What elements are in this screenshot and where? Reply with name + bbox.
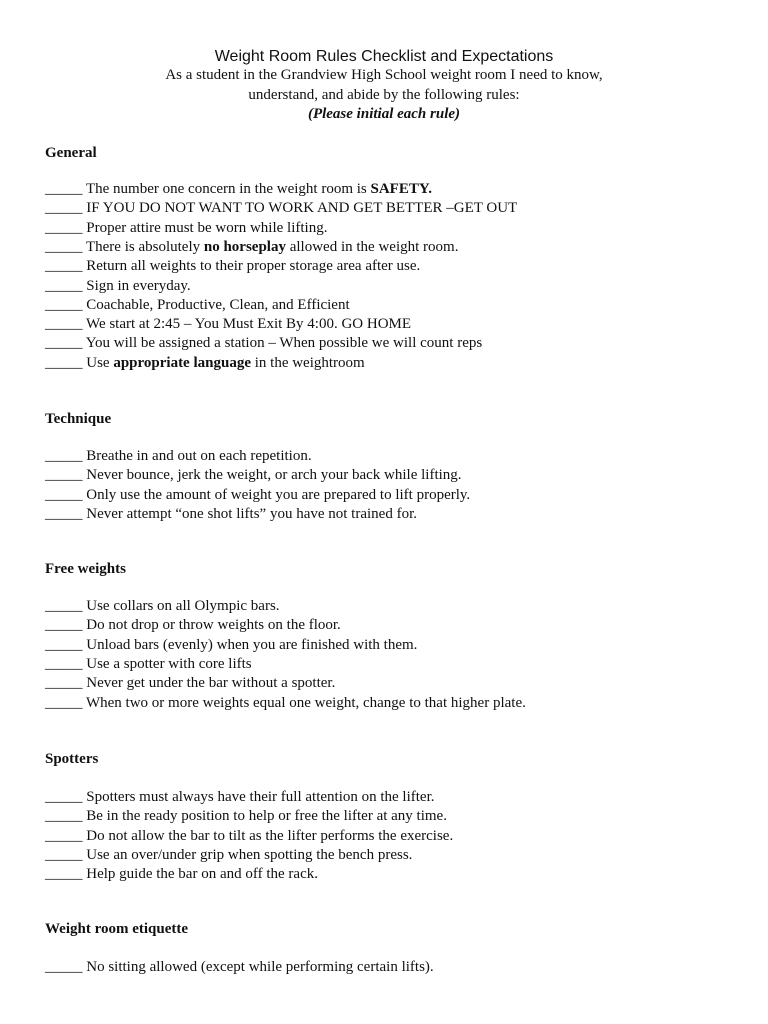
checklist-item: [45, 239, 458, 256]
initial-blank: _____: [45, 636, 83, 653]
subtitle-line-2: understand, and abide by the following rules:: [248, 87, 520, 103]
subtitle-line-1: As a student in the Grandview High School weight room I need to know,: [165, 67, 603, 83]
initial-blank: _____: [45, 238, 83, 255]
initial-blank: _____: [45, 219, 83, 236]
rule-text: Do not allow the bar to tilt as the lifter performs the exercise.: [86, 827, 454, 844]
document-title: Weight Room Rules Checklist and Expectations: [214, 48, 554, 65]
rule-text: Unload bars (evenly) when you are finished with them.: [86, 636, 418, 653]
checklist-item: [45, 656, 252, 673]
checklist-item: [45, 258, 420, 275]
checklist-item: [45, 637, 417, 654]
checklist-item: [45, 617, 341, 634]
rule-text: No sitting allowed (except while performing certain lifts).: [86, 959, 434, 975]
checklist-item: [45, 506, 417, 523]
checklist-item: [45, 959, 434, 976]
checklist-item: [45, 789, 435, 806]
checklist-item: [45, 695, 526, 712]
initial-blank: _____: [45, 866, 83, 883]
checklist-item: [45, 847, 412, 864]
checklist-item: [45, 448, 312, 465]
initial-blank: _____: [45, 675, 83, 692]
rule-text-bold: appropriate language: [113, 354, 251, 371]
initial-blank: _____: [45, 316, 83, 333]
rule-text: Use a spotter with core lifts: [86, 655, 252, 672]
checklist-item: [45, 675, 335, 692]
checklist-item: [45, 598, 280, 615]
rule-text: You will be assigned a station – When possible we will count reps: [85, 335, 483, 352]
rule-text: Sign in everyday.: [86, 277, 191, 294]
initial-blank: _____: [45, 655, 83, 672]
rule-text: Never attempt “one shot lifts” you have not trained for.: [86, 505, 417, 522]
rule-text-after: in the weightroom: [250, 354, 365, 371]
initial-blank: _____: [45, 277, 83, 294]
checklist-item: [45, 200, 517, 217]
rule-text: Never get under the bar without a spotter.: [86, 675, 336, 692]
checklist-item: [45, 467, 462, 484]
section-heading-etiquette: Weight room etiquette: [45, 921, 189, 937]
checklist-item: [45, 220, 327, 237]
rule-text: There is absolutely: [85, 238, 204, 255]
rule-text: Spotters must always have their full attention on the lifter.: [86, 789, 435, 805]
initial-blank: _____: [45, 694, 83, 711]
initial-blank: _____: [45, 258, 83, 275]
rule-text: Never bounce, jerk the weight, or arch your back while lifting.: [86, 467, 462, 484]
initial-blank: _____: [45, 354, 83, 371]
rule-text: Use an over/under grip when spotting the bench press.: [86, 846, 413, 863]
checklist-item: [45, 866, 318, 883]
rule-text: Use collars on all Olympic bars.: [86, 598, 280, 614]
rule-text: IF YOU DO NOT WANT TO WORK AND GET BETTER –GET OUT: [86, 200, 518, 217]
rule-text: Coachable, Productive, Clean, and Efficient: [86, 296, 350, 313]
initial-blank: _____: [45, 617, 83, 634]
initial-blank: _____: [45, 959, 83, 975]
initial-blank: _____: [45, 846, 83, 863]
section-heading-general: General: [45, 145, 97, 161]
checklist-item: [45, 278, 191, 295]
initial-blank: _____: [45, 827, 83, 844]
rule-text: Proper attire must be worn while lifting.: [86, 219, 328, 236]
initial-blank: _____: [45, 808, 83, 825]
initial-blank: _____: [45, 335, 83, 352]
rule-text: Breathe in and out on each repetition.: [86, 448, 312, 464]
section-heading-spotters: Spotters: [45, 751, 99, 767]
rule-text-after: allowed in the weight room.: [285, 238, 459, 255]
checklist-item: [45, 487, 470, 504]
checklist-item: [45, 297, 350, 314]
checklist-item: [45, 335, 482, 352]
initial-blank: _____: [45, 486, 83, 503]
checklist-item: [45, 808, 447, 825]
initial-blank: _____: [45, 181, 83, 197]
checklist-item: [45, 355, 365, 372]
rule-text: Help guide the bar on and off the rack.: [86, 866, 318, 883]
rule-text: The number one concern in the weight room is: [85, 181, 371, 197]
initial-blank: _____: [45, 448, 83, 464]
rule-text: Do not drop or throw weights on the floor.: [86, 617, 341, 634]
section-heading-free-weights: Free weights: [45, 561, 126, 577]
checklist-item: [45, 181, 432, 198]
rule-text-bold: SAFETY.: [370, 181, 433, 197]
rule-text: When two or more weights equal one weight, change to that higher plate.: [85, 694, 526, 711]
checklist-item: [45, 828, 453, 845]
initial-blank: _____: [45, 467, 83, 484]
rule-text: Be in the ready position to help or free the lifter at any time.: [86, 808, 447, 825]
rule-text: Use: [86, 354, 114, 371]
initial-blank: _____: [45, 200, 83, 217]
checklist-item: [45, 316, 411, 333]
section-heading-technique: Technique: [45, 411, 112, 427]
initial-blank: _____: [45, 505, 83, 522]
rule-text-bold: no horseplay: [203, 238, 286, 255]
rule-text: Return all weights to their proper storage area after use.: [86, 258, 421, 275]
initial-instruction: (Please initial each rule): [307, 106, 461, 122]
initial-blank: _____: [45, 296, 83, 313]
rule-text: We start at 2:45 – You Must Exit By 4:00. GO HOME: [85, 316, 412, 333]
initial-blank: _____: [45, 598, 83, 614]
rule-text: Only use the amount of weight you are prepared to lift properly.: [86, 486, 471, 503]
initial-blank: _____: [45, 789, 83, 805]
